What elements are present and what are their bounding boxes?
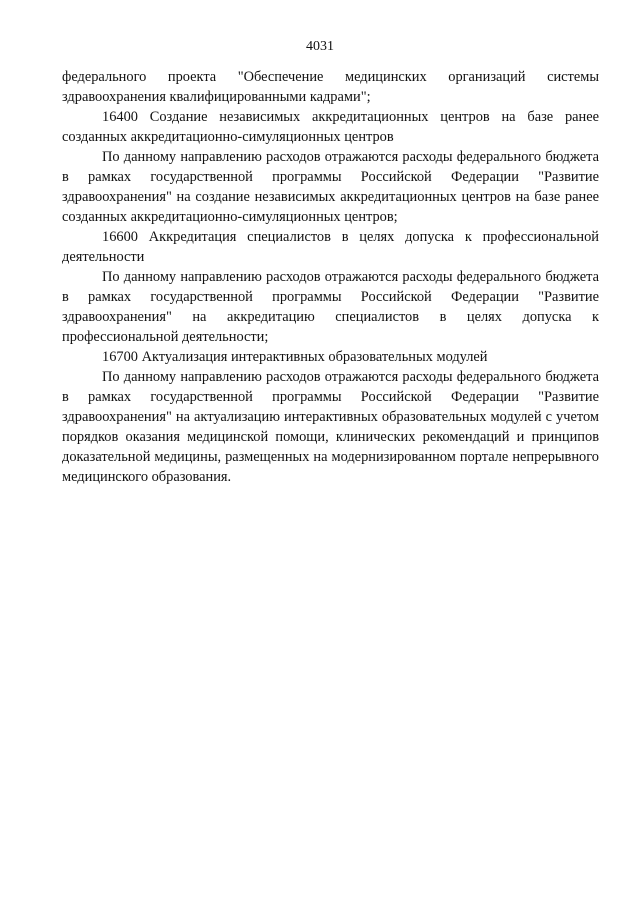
- paragraph-description-16700: По данному направлению расходов отражаются расходы федерального бюджета в рамках государственной программы Российской Федерации "Развитие здравоохранения" на актуализацию интерактивных образовательных модулей с учетом порядков оказания медицинской помощи, клинических рекомендаций и принципов доказательной медицины, размещенных на модернизированном портале непрерывного медицинского образования.: [62, 369, 599, 485]
- document-body: [62, 67, 599, 487]
- paragraph-project-continuation: федерального проекта "Обеспечение медицинских организаций системы здравоохранения квалифицированными кадрами";: [62, 69, 599, 105]
- page-number: 4031: [306, 39, 334, 54]
- paragraph-description-16400: По данному направлению расходов отражаются расходы федерального бюджета в рамках государственной программы Российской Федерации "Развитие здравоохранения" на создание независимых аккредитационных центров на базе ранее созданных аккредитационно-симуляционных центров;: [62, 149, 599, 225]
- paragraph-description-16600: По данному направлению расходов отражаются расходы федерального бюджета в рамках государственной программы Российской Федерации "Развитие здравоохранения" на аккредитацию специалистов в целях допуска к профессиональной деятельности;: [62, 269, 599, 345]
- paragraph-code-16400: 16400 Создание независимых аккредитационных центров на базе ранее созданных аккредитационно-симуляционных центров: [62, 109, 599, 145]
- paragraph-code-16600: 16600 Аккредитация специалистов в целях допуска к профессиональной деятельности: [62, 229, 599, 265]
- paragraph-code-16700: 16700 Актуализация интерактивных образовательных модулей: [102, 349, 488, 365]
